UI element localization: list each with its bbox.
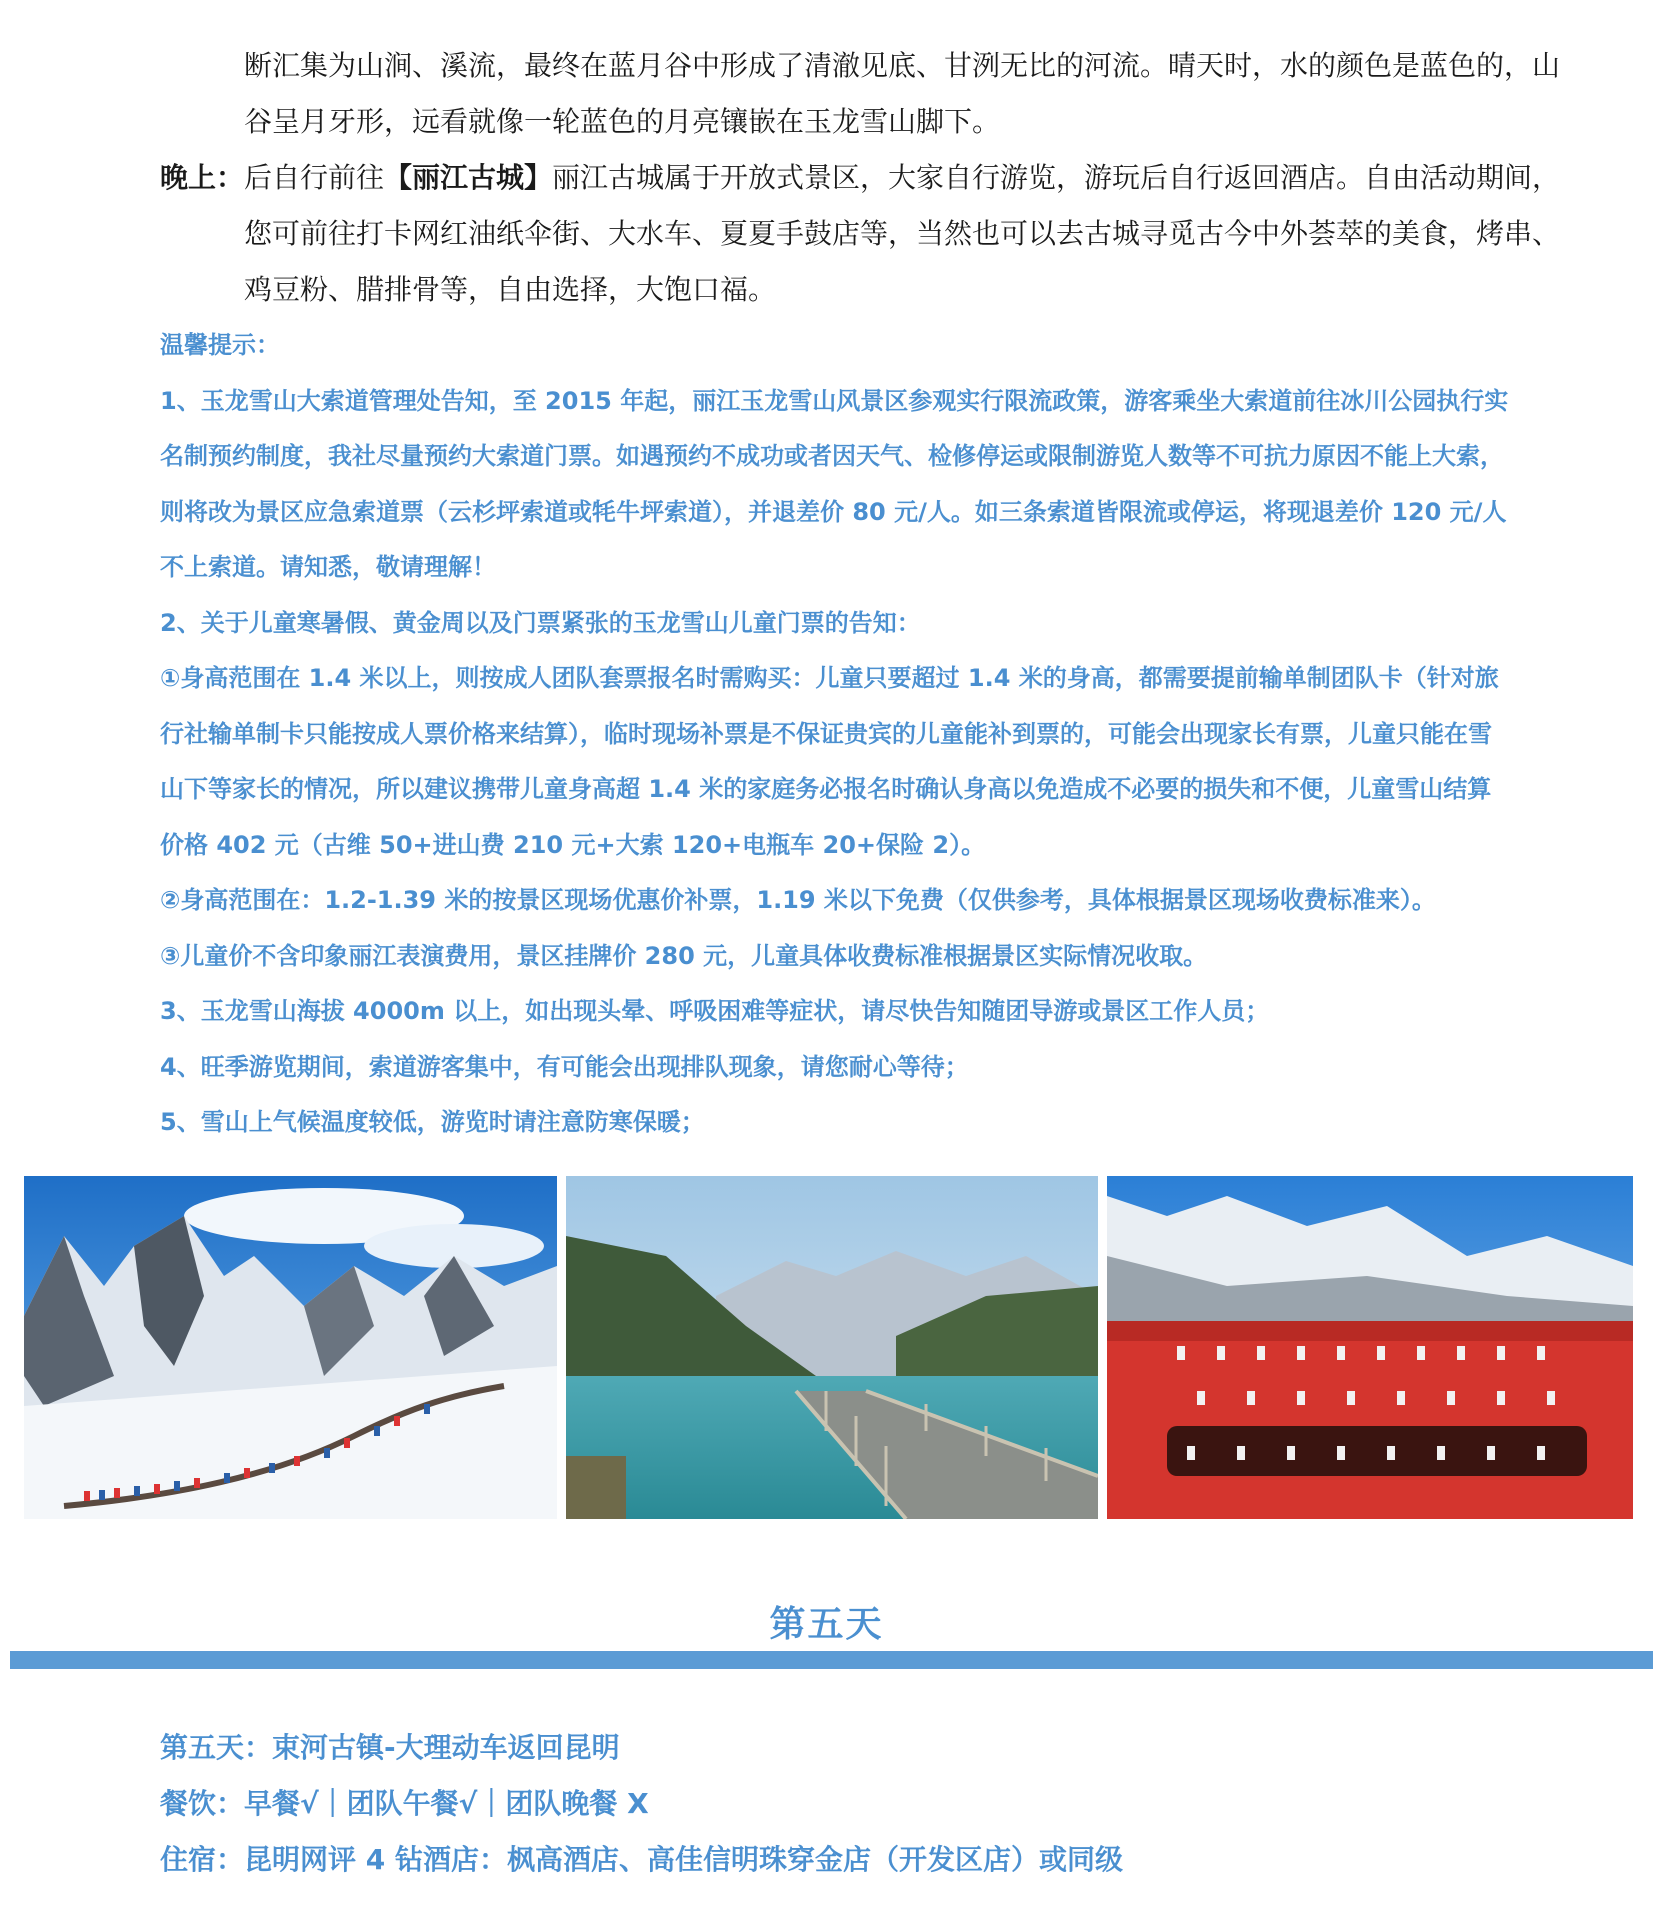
old-town-name: 【丽江古城】 [384, 161, 553, 194]
day-meals: 餐饮：早餐√｜团队午餐√｜团队晚餐 X [160, 1787, 649, 1820]
tip-3: 3、玉龙雪山海拔 4000m 以上，如出现头晕、呼吸困难等症状，请尽快告知随团导游或景区工作人员； [160, 997, 1270, 1025]
tip-2-c: ③儿童价不含印象丽江表演费用，景区挂牌价 280 元，儿童具体收费标准根据景区实际情况收取。 [160, 941, 1208, 970]
day-divider-bar [10, 1651, 1653, 1669]
tip-4: 4、旺季游览期间，索道游客集中，有可能会出现排队现象，请您耐心等待； [160, 1052, 969, 1081]
evening-paragraph [160, 150, 1584, 318]
evening-prefix: 后自行前往 [244, 161, 385, 194]
day-summary [160, 1720, 1500, 1888]
evening-label: 晚上： [160, 161, 245, 194]
day-hotel: 住宿：昆明网评 4 钻酒店：枫高酒店、高佳信明珠穿金店（开发区店）或同级 [160, 1843, 1123, 1876]
intro-paragraph: 断汇集为山涧、溪流，最终在蓝月谷中形成了清澈见底、甘洌无比的河流。晴天时，水的颜色是蓝色的，山谷呈月牙形，远看就像一轮蓝色的月亮镶嵌在玉龙雪山脚下。 [244, 49, 1561, 138]
tip-1: 1、玉龙雪山大索道管理处告知，至 2015 年起，丽江玉龙雪山风景区参观实行限流政策，游客乘坐大索道前往冰川公园执行实名制预约制度，我社尽量预约大索道门票。如遇预约不成功或者因天气、检修停运或限制游览人数等不可抗力原因不能上大索，则将改为景区应急索道票（云杉坪索道或牦牛坪索道），并退差价 80 元/人。如三条索道皆限流或停运，将现退差价 120 元/人不上索道。请知悉，敬请理解！ [160, 386, 1509, 581]
impression-lijiang-photo [1107, 1176, 1633, 1519]
tips-title: 温馨提示： [160, 331, 280, 359]
blue-moon-valley-photo [566, 1176, 1098, 1519]
tip-2-a: ①身高范围在 1.4 米以上，则按成人团队套票报名时需购买：儿童只要超过 1.4 米的身高，都需要提前输单制团队卡（针对旅行社输单制卡只能按成人票价格来结算），临时现场补票是不保证贵宾的儿童能补到票的，可能会出现家长有票，儿童只能在雪山下等家长的情况，所以建议携带儿童身高超 1.4 米的家庭务必报名时确认身高以免造成不必要的损失和不便，儿童雪山结算价格 402 元（古维 50+进山费 210 元+大索 120+电瓶车 20+保险 2）。 [160, 664, 1499, 859]
evening-text: 丽江古城属于开放式景区，大家自行游览，游玩后自行返回酒店。自由活动期间，您可前往打卡网红油纸伞街、大水车、夏夏手鼓店等，当然也可以去古城寻觅古今中外荟萃的美食，烤串、鸡豆粉、腊排骨等，自由选择，大饱口福。 [244, 161, 1561, 306]
day-five-title: 第五天 [769, 1604, 884, 1645]
day-route: 第五天：束河古镇-大理动车返回昆明 [160, 1731, 620, 1764]
tip-2-b: ②身高范围在：1.2-1.39 米的按景区现场优惠价补票，1.19 米以下免费（仅供参考，具体根据景区现场收费标准来）。 [160, 886, 1436, 914]
tip-2: 2、关于儿童寒暑假、黄金周以及门票紧张的玉龙雪山儿童门票的告知： [160, 608, 921, 637]
snow-mountain-photo [24, 1176, 557, 1519]
tip-5: 5、雪山上气候温度较低，游览时请注意防寒保暖； [160, 1108, 705, 1136]
tips-section [160, 318, 1510, 1151]
